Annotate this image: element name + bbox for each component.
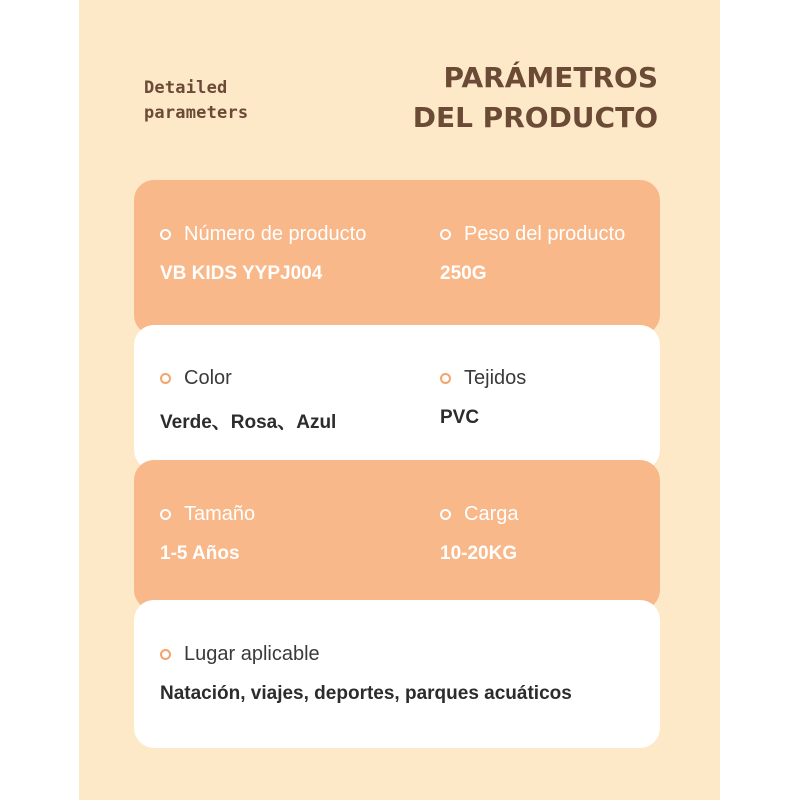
- subtitle-line-1: Detailed: [144, 78, 228, 98]
- param-value: 1-5 Años: [160, 543, 240, 564]
- param-product-number: [160, 221, 366, 285]
- param-fabric: [440, 365, 526, 429]
- param-label: Lugar aplicable: [184, 642, 320, 665]
- param-label: Color: [184, 366, 232, 389]
- param-card-1: [134, 180, 660, 335]
- param-label: Peso del producto: [464, 222, 626, 245]
- param-color: [160, 365, 336, 434]
- param-size: [160, 501, 255, 565]
- bullet-icon: [160, 373, 171, 384]
- subtitle: [144, 76, 304, 126]
- param-value: 10-20KG: [440, 543, 518, 564]
- param-value: 250G: [440, 263, 487, 284]
- param-card-3: [134, 460, 660, 610]
- subtitle-line-2: parameters: [144, 103, 249, 123]
- param-value: Natación, viajes, deportes, parques acuáticos: [160, 683, 572, 704]
- bullet-icon: [440, 373, 451, 384]
- param-product-weight: [440, 221, 625, 285]
- param-label: Tamaño: [184, 502, 256, 525]
- bullet-icon: [440, 229, 451, 240]
- param-value: PVC: [440, 407, 480, 428]
- title-line-2: DEL PRODUCTO: [412, 101, 658, 134]
- param-value: VB KIDS YYPJ004: [160, 263, 323, 284]
- bullet-icon: [440, 509, 451, 520]
- bullet-icon: [160, 229, 171, 240]
- bullet-icon: [160, 509, 171, 520]
- bullet-icon: [160, 649, 171, 660]
- param-applicable-place: [160, 641, 572, 705]
- param-label: Tejidos: [464, 366, 527, 389]
- param-label: Carga: [464, 502, 519, 525]
- param-label: Número de producto: [184, 222, 367, 245]
- param-value: Verde、Rosa、Azul: [160, 412, 337, 433]
- param-card-2: [134, 325, 660, 470]
- page-title: [328, 58, 658, 138]
- product-parameters-page: [79, 0, 720, 800]
- param-load: [440, 501, 518, 565]
- param-card-4: [134, 600, 660, 748]
- title-line-1: PARÁMETROS: [443, 61, 658, 94]
